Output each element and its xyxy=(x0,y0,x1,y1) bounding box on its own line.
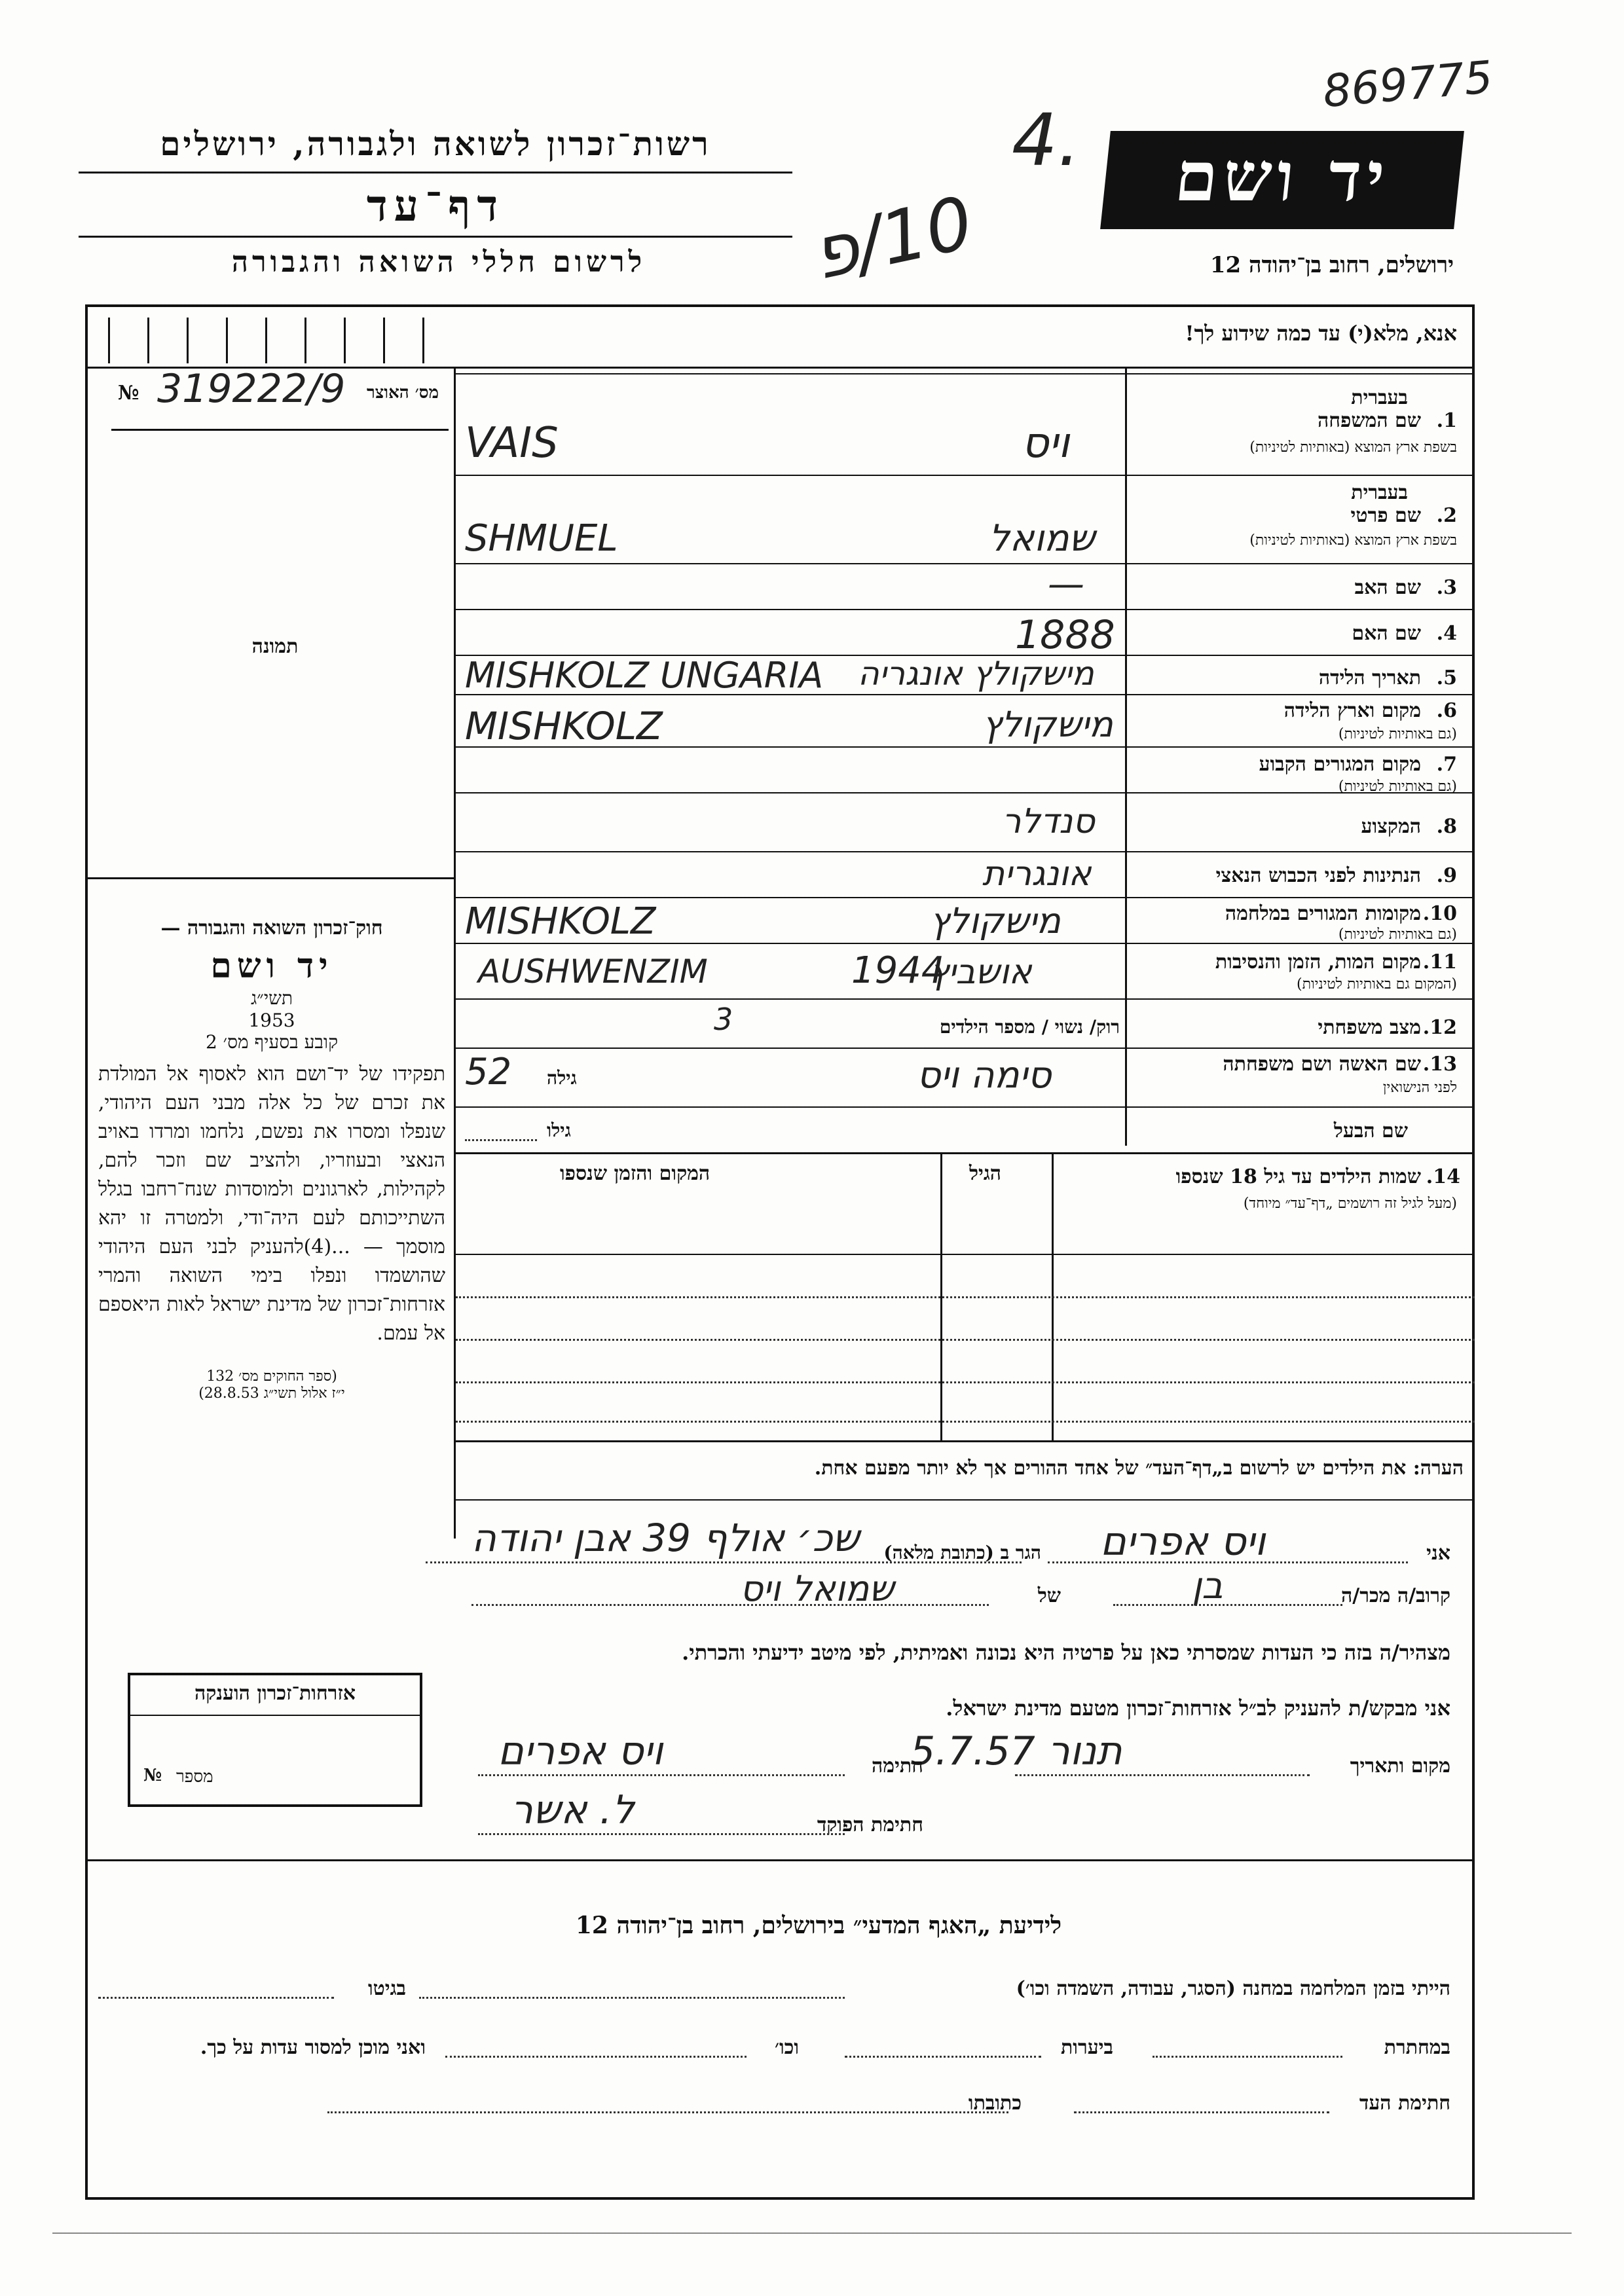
header-rule-2 xyxy=(79,236,792,238)
file-no-label: מס׳ האוצר xyxy=(367,383,439,403)
field-13-hebrew: סימה ויס xyxy=(917,1054,1052,1097)
note-rule-bottom xyxy=(456,1499,1475,1501)
children-col-place: המקום והזמן שנספו xyxy=(560,1162,710,1185)
field-8-value: סנדלר xyxy=(1002,802,1095,841)
file-no-symbol: № xyxy=(118,382,139,405)
field-12-options: רוק/ נשוי / מספר הילדים xyxy=(939,1016,1120,1038)
decl-place-date: תנור 5.7.57 xyxy=(910,1728,1122,1774)
field-2-heb-tag: בעברית xyxy=(1351,481,1408,504)
field-8-num: 8. xyxy=(1436,815,1457,838)
field-11-year: 1944 xyxy=(851,949,945,992)
field-11-latin: AUSHWENZIM xyxy=(478,953,708,991)
decl-signature-line xyxy=(478,1774,845,1776)
footer-line1-b: בגיטו xyxy=(367,1977,406,2000)
decl-place-date-label: מקום ותאריך xyxy=(1350,1755,1450,1777)
footer-line2-a: במחתרת xyxy=(1384,2036,1450,2059)
field-6-latin: MISHKOLZ xyxy=(465,704,663,748)
decl-of-line xyxy=(471,1604,989,1606)
label-column-divider xyxy=(1125,367,1127,1146)
field-5-num: 5. xyxy=(1436,666,1457,689)
field-11-sub: (המקום גם באותיות לטיניות) xyxy=(1297,976,1457,993)
field-6-label: מקום וארץ הלידה xyxy=(1283,699,1421,722)
decl-relation-label: קרוב/ה מכר/ה xyxy=(1341,1584,1450,1607)
decl-officer-line xyxy=(478,1833,845,1835)
field-3-value: — xyxy=(1048,563,1084,606)
note-text: הערה: את הילדים יש לרשום ב„דף־העד״ של אחד ההורים אך לא יותר מפעם אחת. xyxy=(814,1457,1464,1480)
field-7-num: 7. xyxy=(1436,753,1457,776)
field-2-num: 2. xyxy=(1436,504,1457,527)
decl-signature: ויס אפרים xyxy=(498,1728,663,1774)
footer-title: לידיעת „האגף המדעי״ בירושלים, רחוב בן־יהודה 12 xyxy=(575,1912,1062,1939)
field-11-hebrew: אושביץ xyxy=(930,953,1032,992)
decl-address-line xyxy=(426,1561,1022,1563)
field-13-age-label: גילה xyxy=(547,1067,577,1089)
decl-signature-label: חתימה xyxy=(872,1755,923,1777)
field-6-num: 6. xyxy=(1436,699,1457,722)
citizenship-number-symbol: № xyxy=(143,1766,162,1785)
field-5-latin: MISHKOLZ UNGARIA xyxy=(465,655,824,696)
field-4-label: שם האם xyxy=(1352,622,1421,645)
decl-relation: בן xyxy=(1192,1565,1223,1607)
field-13-label: שם האשה ושם משפחתה xyxy=(1223,1053,1421,1076)
decl-statement: מצהיר/ה בזה כי העדות שמסרתי כאן על פרטיה היא נכונה ואמיתית, לפי מיטב ידיעתי והכרתי. xyxy=(682,1640,1450,1665)
field-1-num: 1. xyxy=(1436,409,1457,432)
field-11-label: מקום המות, הזמן והנסיבות xyxy=(1215,951,1421,974)
field-10-sub: (גם באותיות לטיניות) xyxy=(1338,926,1457,943)
field-7-label: מקום המגורים הקבוע xyxy=(1259,753,1421,776)
field-8-label: המקצוע xyxy=(1361,815,1421,838)
children-sub: (מעל לגיל זה רושמים „דף־עד״ מיוחד) xyxy=(1243,1195,1457,1212)
footer-line1-a: הייתי בזמן המלחמה במחנה (הסגר, עבודה, השמדה וכו׳) xyxy=(1016,1977,1450,2000)
decl-witness-name: ויס אפרים xyxy=(1100,1519,1266,1565)
law-body: תפקידו של יד־ושם הוא לאסוף אל המולדת את זכרם של כל אלה מבני העם היהודי, שנפלו ומסרו את נפשם, נלחמו ומרדו באויב הנאצי ובעוזריו, ולהציב שם וזכר להם, לקהילות, לארגונים ולמוסדות שנח־רחבו בגלל השתייכותם לעם היה־ודי, ולמטרה זו יהא מוסמך — ...(4)להעניק לבני העם היהודי שהושמדו ונפלו בימי השואה והמרי אזרחות־זכרון של מדינת ישראל לאות היאספם אל עמם. xyxy=(98,1063,446,1345)
file-no-value: 319222/9 xyxy=(157,366,346,412)
field-3-label: שם האב xyxy=(1354,576,1421,599)
law-section: קובע בסעיף מס׳ 2 xyxy=(205,1031,339,1053)
children-col-age: הגיל xyxy=(969,1162,1002,1185)
decl-officer-signature: ל. אשר xyxy=(511,1787,635,1833)
footer-line2-dots-3 xyxy=(445,2056,747,2058)
field-13-num: 13. xyxy=(1422,1053,1457,1076)
field-1-latin: VAIS xyxy=(465,419,559,467)
field-13-sub: לפני הנישואין xyxy=(1382,1080,1457,1096)
field-5-hebrew: מישקולץ אונגריה xyxy=(858,655,1094,693)
photo-label: תמונה xyxy=(251,635,299,658)
decl-request: אני מבקש/ת להעניק לב״ל אזרחות־זכרון מטעם מדינת ישראל. xyxy=(946,1696,1450,1721)
field-9-label: הנתינות לפני הכבוש הנאצי xyxy=(1215,864,1421,887)
footer-line2-d: ואני מוכן למסור עדות על כך. xyxy=(200,2036,426,2059)
decl-place-date-line xyxy=(1015,1774,1310,1776)
field-7-sub: (גם באותיות לטיניות) xyxy=(1338,778,1457,795)
field-1-hebrew: ויס xyxy=(1022,419,1070,467)
decl-i-label: אני xyxy=(1426,1542,1450,1565)
handwritten-mark: 4. xyxy=(1012,98,1080,182)
footer-line1-dots-2 xyxy=(98,1997,334,1999)
footer-line1-dots xyxy=(419,1997,845,1999)
husband-age-label: גילו xyxy=(547,1120,571,1141)
law-box xyxy=(98,917,445,1539)
handwritten-code: 10/פ xyxy=(805,180,980,297)
field-4-value: 1888 xyxy=(1015,612,1115,658)
file-number-row xyxy=(111,366,445,416)
authority-title: רשות־זכרון לשואה ולגבורה, ירושלים xyxy=(160,124,711,163)
note-rule-top xyxy=(456,1440,1475,1442)
field-12-children: 3 xyxy=(714,1002,733,1037)
footer-line3-dots-1 xyxy=(1074,2111,1329,2113)
field-5-label: תאריך הלידה xyxy=(1318,666,1421,689)
photo-bottom-rule xyxy=(85,877,455,879)
field-10-num: 10. xyxy=(1422,902,1457,925)
field-10-latin: MISHKOLZ xyxy=(465,900,656,943)
decl-of-name: שמואל ויס xyxy=(740,1568,895,1609)
decl-relation-line xyxy=(1113,1604,1342,1606)
field-11-num: 11. xyxy=(1422,951,1457,974)
field-10-label: מקומות המגורים במלחמה xyxy=(1225,902,1421,925)
decl-residing-label: הגר ב (כתובת מלאה) xyxy=(883,1542,1041,1563)
yad-vashem-logo xyxy=(1100,131,1464,229)
citizenship-box xyxy=(128,1673,422,1807)
field-3-num: 3. xyxy=(1436,576,1457,599)
citizenship-number-label: מספר xyxy=(176,1767,213,1787)
checkbox-strip xyxy=(108,318,429,363)
instruction-text: אנא, מלא(י) עד כמה שידוע לך! xyxy=(1185,321,1457,346)
stamp-number: 869775 xyxy=(1321,51,1495,118)
form-subtitle: לרשום חללי השואה והגבורה xyxy=(231,246,646,279)
decl-address: שכ׳ אולף 39 אבן יהודה xyxy=(471,1516,860,1560)
field-2-latin: SHMUEL xyxy=(465,517,618,560)
law-title: חוק־זכרון השואה והגבורה — xyxy=(160,917,383,939)
field-2-hebrew: שמואל xyxy=(989,517,1096,560)
field-2-sub: בשפת ארץ המוצא (באותיות לטיניות) xyxy=(1249,532,1457,549)
law-ref1: (ספר החוקים מס׳ 132 xyxy=(206,1368,337,1385)
header-rule xyxy=(79,172,792,173)
footer-line3-dots-2 xyxy=(327,2111,1008,2113)
field-6-hebrew: מישקולץ xyxy=(982,704,1113,745)
law-ref2: י״ז אלול תשי״ג 28.8.53) xyxy=(198,1385,345,1402)
address: ירושלים, רחוב בן־יהודה 12 xyxy=(1209,252,1454,278)
logo-text: יד ושם xyxy=(1171,136,1394,217)
field-2-label: שם פרטי xyxy=(1350,504,1421,527)
field-1-label: שם המשפחה xyxy=(1317,409,1421,432)
law-name: יד ושם xyxy=(210,946,333,986)
footer-line2-dots-2 xyxy=(845,2056,1041,2058)
field-1-heb-tag: בעברית xyxy=(1351,386,1408,409)
decl-officer-label: חתימת הפוקד xyxy=(817,1813,923,1836)
husband-label: שם הבעל xyxy=(1333,1120,1408,1142)
footer-line2-b: ביערות xyxy=(1060,2036,1113,2059)
field-6-sub: (גם באותיות לטיניות) xyxy=(1338,726,1457,742)
field-9-num: 9. xyxy=(1436,864,1457,887)
footer-line3-b: כתובתו xyxy=(968,2092,1022,2115)
children-label: שמות הילדים עד גיל 18 שנספו xyxy=(1175,1165,1421,1188)
form-title: דף־עד xyxy=(366,180,505,231)
decl-of-label: של xyxy=(1037,1584,1061,1607)
footer-line2-dots-1 xyxy=(1153,2056,1342,2058)
field-1-sub: בשפת ארץ המוצא (באותיות לטיניות) xyxy=(1249,439,1457,456)
field-13-age: 52 xyxy=(465,1051,512,1093)
page-bottom-rule xyxy=(52,2232,1572,2234)
children-num: 14. xyxy=(1426,1165,1460,1188)
law-year-heb: תשי״ג xyxy=(250,987,293,1009)
photo-top-rule xyxy=(111,429,449,431)
field-9-value: אונגרית xyxy=(982,854,1092,894)
field-4-num: 4. xyxy=(1436,622,1457,645)
field-10-hebrew: מישקולץ xyxy=(930,900,1061,941)
footer-rule xyxy=(85,1859,1475,1861)
citizenship-title: אזרחות־זכרון הוענקה xyxy=(194,1682,356,1705)
field-12-label: מצב משפחתי xyxy=(1318,1016,1421,1039)
footer-line3-a: חתימת העד xyxy=(1359,2092,1450,2115)
law-year: 1953 xyxy=(248,1010,295,1031)
footer-line2-c: וכו׳ xyxy=(775,2036,799,2059)
field-12-num: 12. xyxy=(1422,1016,1457,1039)
husband-age-line xyxy=(465,1139,537,1141)
